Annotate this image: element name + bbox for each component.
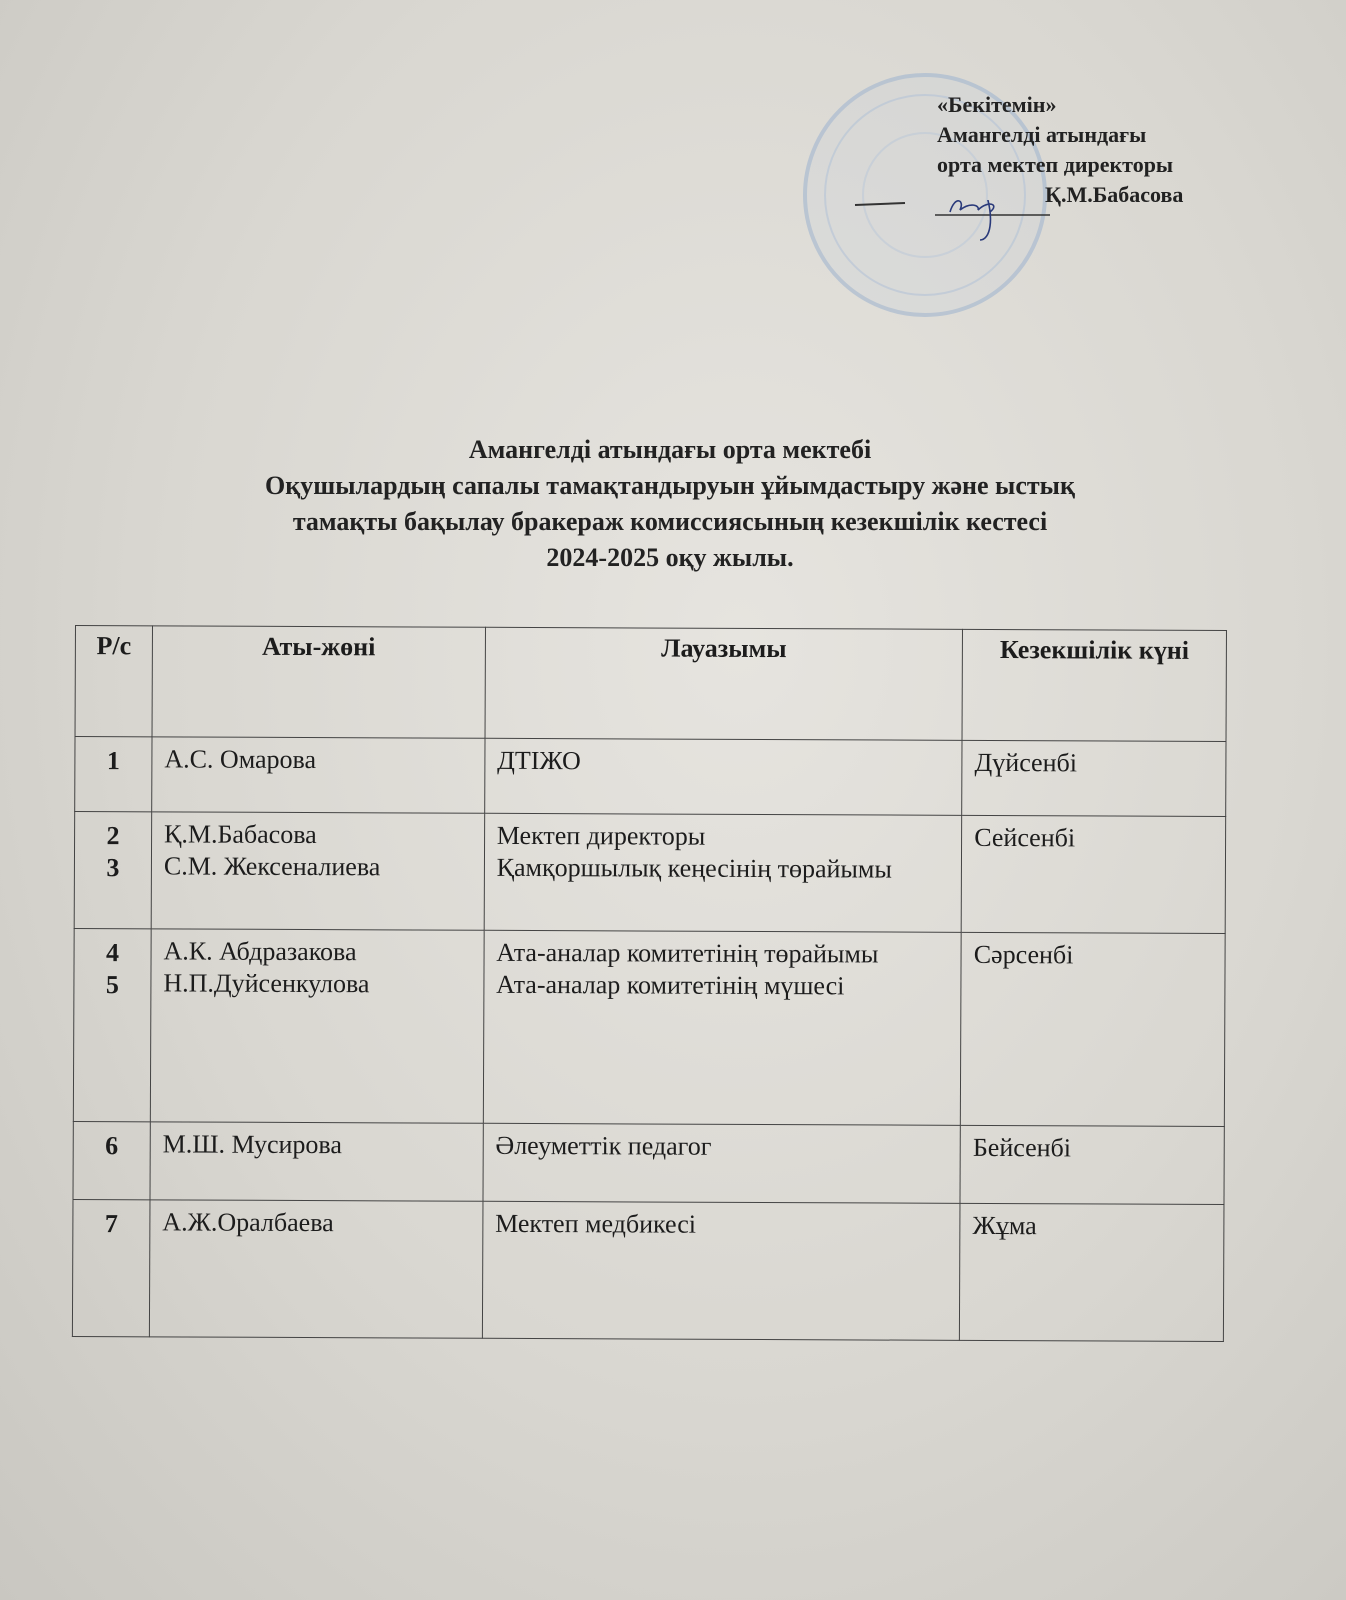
cell-name <box>152 737 485 813</box>
cell-name <box>151 812 484 930</box>
cell-position <box>483 930 961 1125</box>
cell-position-line: Әлеуметтік педагог <box>495 1130 712 1161</box>
cell-name-line: Н.П.Дуйсенкулова <box>163 968 370 999</box>
duty-schedule-table <box>72 625 1227 1342</box>
cell-position <box>482 1201 960 1340</box>
cell-day: Жұма <box>960 1203 1224 1341</box>
cell-position-line: Ата-аналар комитетінің мүшесі <box>496 969 845 1001</box>
cell-name <box>150 929 484 1123</box>
cell-position <box>484 738 962 815</box>
header-position: Лауазымы <box>485 627 963 740</box>
approval-block <box>937 90 1183 210</box>
cell-position-line: ДТІЖО <box>497 745 581 776</box>
header-day: Кезекшілік күні <box>962 629 1226 741</box>
cell-number-line: 3 <box>106 853 120 883</box>
header-number: Р/с <box>75 626 152 737</box>
cell-name <box>150 1122 483 1201</box>
cell-number-line: 5 <box>105 970 119 1000</box>
approval-heading: «Бекітемін» <box>937 92 1057 117</box>
cell-position-line: Мектеп директоры <box>496 820 706 851</box>
cell-name-line: А.Ж.Оралбаева <box>162 1207 334 1238</box>
approval-line2: орта мектеп директоры <box>937 152 1174 177</box>
cell-position <box>484 813 962 932</box>
cell-day: Дүйсенбі <box>962 740 1226 816</box>
cell-number-line: 2 <box>106 821 120 851</box>
cell-name-line: С.М. Жексеналиева <box>163 851 381 882</box>
approval-line1: Амангелді атындағы <box>937 122 1147 147</box>
table-row <box>75 737 1226 817</box>
cell-number-line: 4 <box>105 938 120 968</box>
title-line2: Оқушылардың сапалы тамақтандыруын ұйымдастыру және ыстық <box>265 471 1075 500</box>
cell-number <box>73 1121 150 1199</box>
cell-number <box>75 737 152 812</box>
cell-number <box>72 1199 150 1336</box>
cell-number-line: 7 <box>104 1209 118 1239</box>
title-line1: Амангелді атындағы орта мектебі <box>468 435 872 464</box>
cell-number-line: 6 <box>105 1131 119 1161</box>
cell-name <box>149 1200 482 1338</box>
title-line3: тамақты бақылау бракераж комиссиясының кезекшілік кестесі <box>292 507 1048 536</box>
table-row <box>72 1199 1224 1341</box>
cell-position-line: Ата-аналар комитетінің төрайымы <box>496 937 879 969</box>
header-name: Аты-жөні <box>152 626 485 738</box>
document-title <box>120 432 1220 576</box>
title-line4: 2024-2025 оқу жылы. <box>546 543 794 572</box>
approval-signer: Қ.М.Бабасова <box>1045 182 1184 207</box>
cell-name-line: А.К. Абдразакова <box>163 936 357 967</box>
table-row <box>74 812 1225 934</box>
signature <box>850 200 1050 260</box>
cell-position-line: Қамқоршылық кеңесінің төрайымы <box>496 852 892 884</box>
cell-name-line: М.Ш. Мусирова <box>162 1129 342 1160</box>
cell-day: Бейсенбі <box>960 1125 1224 1204</box>
table-row <box>73 1121 1224 1204</box>
cell-day: Сейсенбі <box>961 815 1225 933</box>
cell-position <box>483 1123 961 1203</box>
cell-name-line: Қ.М.Бабасова <box>163 819 317 850</box>
cell-number <box>73 928 151 1121</box>
table-row <box>73 928 1225 1126</box>
cell-number <box>74 812 151 929</box>
table-header-row <box>75 626 1226 742</box>
cell-name-line: А.С. Омарова <box>164 744 317 775</box>
cell-number-line: 1 <box>106 746 120 776</box>
cell-day: Сәрсенбі <box>960 932 1225 1126</box>
cell-position-line: Мектеп медбикесі <box>495 1208 697 1239</box>
